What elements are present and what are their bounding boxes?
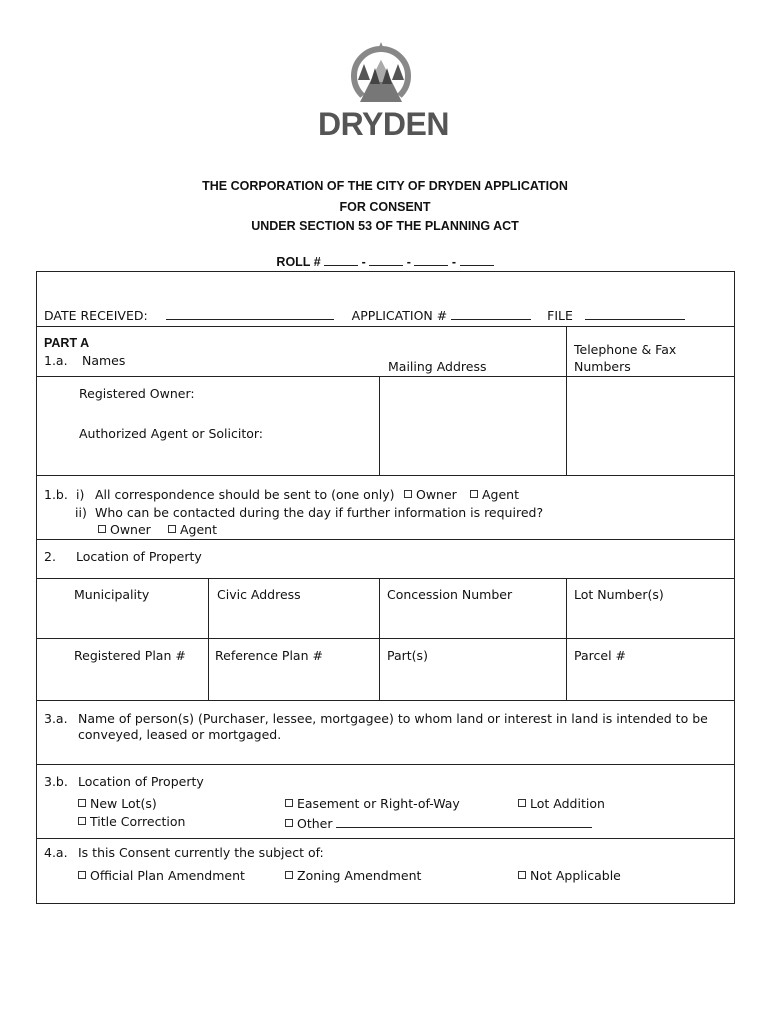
checkbox[interactable] [518, 871, 526, 879]
parts-label: Part(s) [387, 648, 428, 663]
q3a-text-line1: Name of person(s) (Purchaser, lessee, mortgagee) to whom land or interest in land is intended to be [78, 711, 708, 726]
q2-title: Location of Property [76, 549, 202, 564]
checkbox[interactable] [285, 871, 293, 879]
checkbox[interactable] [518, 799, 526, 807]
lot-number-label: Lot Number(s) [574, 587, 664, 602]
q1b-number: 1.b. [44, 487, 68, 502]
checkbox[interactable] [78, 817, 86, 825]
checkbox[interactable] [98, 525, 106, 533]
checkbox[interactable] [78, 871, 86, 879]
concession-number-label: Concession Number [387, 587, 513, 602]
page-title-line1: THE CORPORATION OF THE CITY OF DRYDEN APPLICATION [202, 179, 568, 193]
not-applicable-option[interactable] [518, 868, 621, 883]
q1a-number: 1.a. [44, 353, 68, 368]
checkbox[interactable] [404, 490, 412, 498]
q1b-ii-agent-option[interactable] [168, 522, 217, 537]
zoning-label: Zoning Amendment [297, 868, 422, 883]
page-title-line3: UNDER SECTION 53 OF THE PLANNING ACT [251, 219, 519, 233]
owner-option-label: Owner [110, 522, 151, 537]
registered-plan-label: Registered Plan # [74, 648, 186, 663]
lot-addition-label: Lot Addition [530, 796, 605, 811]
roll-number-line [0, 254, 770, 269]
q2-number: 2. [44, 549, 56, 564]
telephone-header-line1: Telephone & Fax [574, 342, 677, 357]
parcel-label: Parcel # [574, 648, 626, 663]
names-header: Names [82, 353, 126, 368]
agent-option-label: Agent [482, 487, 519, 502]
q1b-i-owner-option[interactable] [404, 487, 457, 502]
title-correction-label: Title Correction [90, 814, 186, 829]
mailing-address-header: Mailing Address [388, 359, 487, 374]
roll-field-2[interactable] [369, 254, 403, 266]
telephone-field[interactable] [568, 378, 733, 474]
owner-option-label: Owner [416, 487, 457, 502]
civic-address-label: Civic Address [217, 587, 301, 602]
q3a-text-line2: conveyed, leased or mortgaged. [78, 727, 282, 742]
q4a-number: 4.a. [44, 845, 68, 860]
page-title-line2: FOR CONSENT [339, 200, 431, 214]
date-received-label: DATE RECEIVED: [44, 308, 148, 323]
roll-label: ROLL # [276, 255, 321, 269]
not-applicable-label: Not Applicable [530, 868, 621, 883]
q3b-number: 3.b. [44, 774, 68, 789]
roll-sep: - [406, 255, 411, 269]
roll-sep: - [361, 255, 366, 269]
q1b-i-agent-option[interactable] [470, 487, 519, 502]
part-a-title: PART A [44, 336, 90, 350]
q1b-ii-text: Who can be contacted during the day if further information is required? [95, 505, 544, 520]
application-form [36, 271, 735, 904]
date-received-row [44, 308, 685, 323]
registered-owner-label: Registered Owner: [79, 386, 195, 401]
q1b-ii-owner-option[interactable] [98, 522, 151, 537]
q3b-title: Location of Property [78, 774, 204, 789]
file-field[interactable] [585, 308, 685, 320]
lot-addition-option[interactable] [518, 796, 605, 811]
application-number-label: APPLICATION # [351, 308, 448, 323]
q1b-i-label: i) [76, 487, 85, 502]
checkbox[interactable] [285, 799, 293, 807]
roll-sep: - [451, 255, 457, 269]
q3a-number: 3.a. [44, 711, 68, 726]
mailing-address-field[interactable] [380, 378, 564, 474]
roll-field-3[interactable] [414, 254, 448, 266]
application-number-field[interactable] [451, 308, 531, 320]
q1b-i-text: All correspondence should be sent to (one only) [95, 487, 395, 502]
agent-option-label: Agent [180, 522, 217, 537]
municipality-label: Municipality [74, 587, 150, 602]
dryden-logo [318, 40, 449, 145]
q4a-title: Is this Consent currently the subject of: [78, 845, 324, 860]
new-lots-option[interactable] [78, 796, 157, 811]
new-lots-label: New Lot(s) [90, 796, 157, 811]
reference-plan-label: Reference Plan # [215, 648, 323, 663]
date-received-field[interactable] [166, 308, 334, 320]
file-label: FILE [547, 308, 573, 323]
official-plan-option[interactable] [78, 868, 245, 883]
other-field[interactable] [336, 816, 592, 828]
checkbox[interactable] [470, 490, 478, 498]
checkbox[interactable] [78, 799, 86, 807]
easement-label: Easement or Right-of-Way [297, 796, 460, 811]
roll-field-1[interactable] [324, 254, 358, 266]
checkbox[interactable] [168, 525, 176, 533]
checkbox[interactable] [285, 819, 293, 827]
easement-option[interactable] [285, 796, 460, 811]
roll-field-4[interactable] [460, 254, 494, 266]
q1b-ii-label: ii) [75, 505, 87, 520]
title-correction-option[interactable] [78, 814, 185, 829]
zoning-option[interactable] [285, 868, 421, 883]
logo-wordmark: DRYDEN [318, 106, 449, 142]
other-option[interactable] [285, 816, 592, 831]
authorized-agent-label: Authorized Agent or Solicitor: [79, 426, 264, 441]
telephone-header-line2: Numbers [574, 359, 631, 374]
mountain-compass-icon [318, 40, 444, 110]
other-label: Other [297, 816, 333, 831]
official-plan-label: Official Plan Amendment [90, 868, 245, 883]
